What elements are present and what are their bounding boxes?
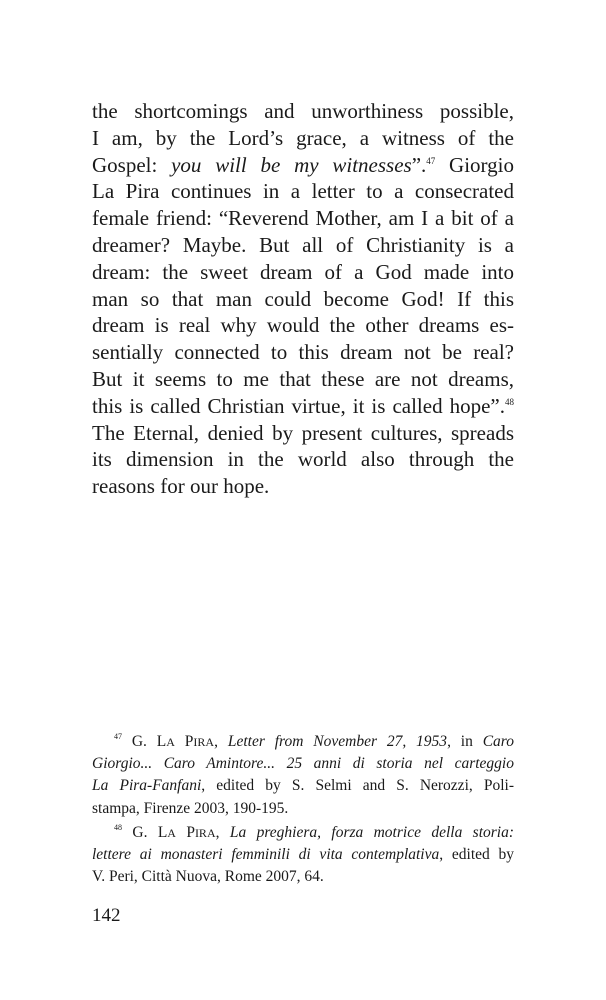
footnote-line: $^{47}$ G. LA PIRA, Letter from November 27, 1953, in Caro xyxy=(114,732,515,750)
text-line: But it seems to me that these are not dreams, xyxy=(92,366,514,391)
footnote-line: La Pira-Fanfani, edited by S. Selmi and S. Nerozzi, Poli- xyxy=(92,777,514,795)
text-line: female friend: “Reverend Mother, am I a bit of a xyxy=(92,206,514,231)
footnote-number: 47 xyxy=(114,732,122,741)
footnote-48 xyxy=(92,822,514,889)
footnote-number: 48 xyxy=(114,822,122,832)
footnote-line: stampa, Firenze 2003, 190-195. xyxy=(92,799,289,817)
text-line: this is called Christian virtue, it is called hope”.$^{48}$ xyxy=(92,393,514,418)
footnotes xyxy=(92,731,514,888)
text-line: dreamer? Maybe. But all of Christianity is a xyxy=(92,232,514,257)
text-line: dream is real why would the other dreams es- xyxy=(92,313,514,338)
text-line: I am, by the Lord’s grace, a witness of the xyxy=(92,125,514,150)
text-line: La Pira continues in a letter to a consecrated xyxy=(92,179,514,204)
footnote-ref: 48 xyxy=(505,396,514,407)
footnote-line: Giorgio... Caro Amintore... 25 anni di storia nel carteggio xyxy=(92,755,514,773)
text-line: the shortcomings and unworthiness possible, xyxy=(92,99,514,123)
text-line: Gospel: you will be my witnesses”.$^{47}$ Giorgio xyxy=(92,152,514,177)
footnote-line: lettere ai monasteri femminili di vita contemplativa, edited by xyxy=(92,846,515,864)
main-text xyxy=(92,98,514,500)
emphasis: you will be my witnesses xyxy=(171,152,412,177)
text-line: dream: the sweet dream of a God made into xyxy=(92,259,514,284)
text-line: The Eternal, denied by present cultures, spreads xyxy=(92,420,514,445)
footnote-line: $^{48}$ G. LA PIRA, La preghiera, forza motrice della storia: xyxy=(114,822,515,841)
footnote-line: V. Peri, Città Nuova, Rome 2007, 64. xyxy=(92,868,324,886)
text-line: man so that man could become God! If this xyxy=(92,286,514,311)
text-line: sentially connected to this dream not be real? xyxy=(92,340,514,365)
footnote-ref: 47 xyxy=(426,155,436,166)
page-number: 142 xyxy=(92,905,121,926)
text-line: its dimension in the world also through the xyxy=(92,447,514,472)
text-line: reasons for our hope. xyxy=(92,474,270,499)
footnote-47 xyxy=(92,731,514,820)
